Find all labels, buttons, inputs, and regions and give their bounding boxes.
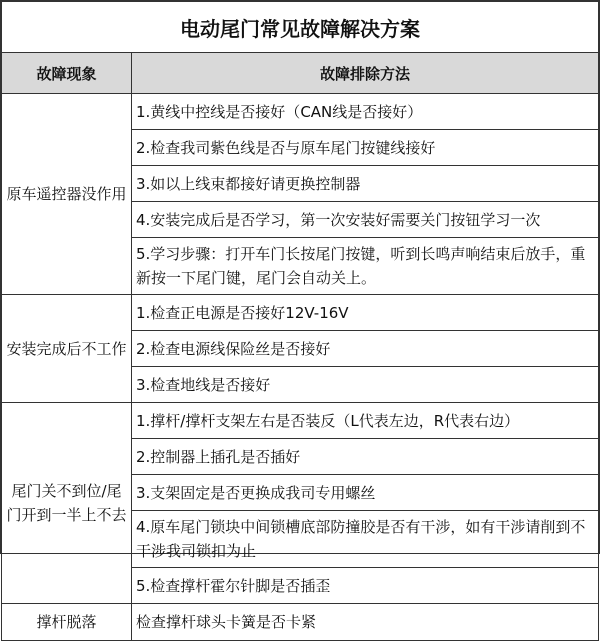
solution-step: 3.如以上线束都接好请更换控制器 <box>132 166 599 202</box>
solution-step: 1.撑杆/撑杆支架左右是否装反（L代表左边，R代表右边） <box>132 403 599 439</box>
table-row <box>2 604 599 641</box>
solution-step: 5.检查撑杆霍尔针脚是否插歪 <box>132 568 599 604</box>
table-row <box>2 295 599 331</box>
header-row <box>2 53 599 94</box>
phenomenon-cell: 撑杆脱落 <box>2 604 132 641</box>
solution-step: 4.安装完成后是否学习，第一次安装好需要关门按钮学习一次 <box>132 202 599 238</box>
fault-table <box>1 1 599 641</box>
solution-step: 2.检查电源线保险丝是否接好 <box>132 331 599 367</box>
header-method: 故障排除方法 <box>132 53 599 94</box>
page-title: 电动尾门常见故障解决方案 <box>2 2 599 53</box>
solution-step: 3.检查地线是否接好 <box>132 367 599 403</box>
title-row <box>2 2 599 53</box>
solution-step: 2.检查我司紫色线是否与原车尾门按键线接好 <box>132 130 599 166</box>
solution-step: 2.控制器上插孔是否插好 <box>132 439 599 475</box>
solution-step: 5.学习步骤：打开车门长按尾门按键，听到长鸣声响结束后放手，重新按一下尾门键，尾门会自动关上。 <box>132 238 599 295</box>
phenomenon-cell: 原车遥控器没作用 <box>2 94 132 295</box>
solution-step: 1.黄线中控线是否接好（CAN线是否接好） <box>132 94 599 130</box>
solution-step: 3.支架固定是否更换成我司专用螺丝 <box>132 475 599 511</box>
table-row <box>2 403 599 439</box>
solution-step: 4.原车尾门锁块中间锁槽底部防撞胶是否有干涉，如有干涉请削到不干涉我司锁扣为止 <box>132 511 599 568</box>
phenomenon-cell: 安装完成后不工作 <box>2 295 132 403</box>
solution-step: 1.检查正电源是否接好12V-16V <box>132 295 599 331</box>
solution-step: 检查撑杆球头卡簧是否卡紧 <box>132 604 599 641</box>
phenomenon-cell: 尾门关不到位/尾门开到一半上不去 <box>2 403 132 604</box>
header-phenomenon: 故障现象 <box>2 53 132 94</box>
table-row <box>2 94 599 130</box>
